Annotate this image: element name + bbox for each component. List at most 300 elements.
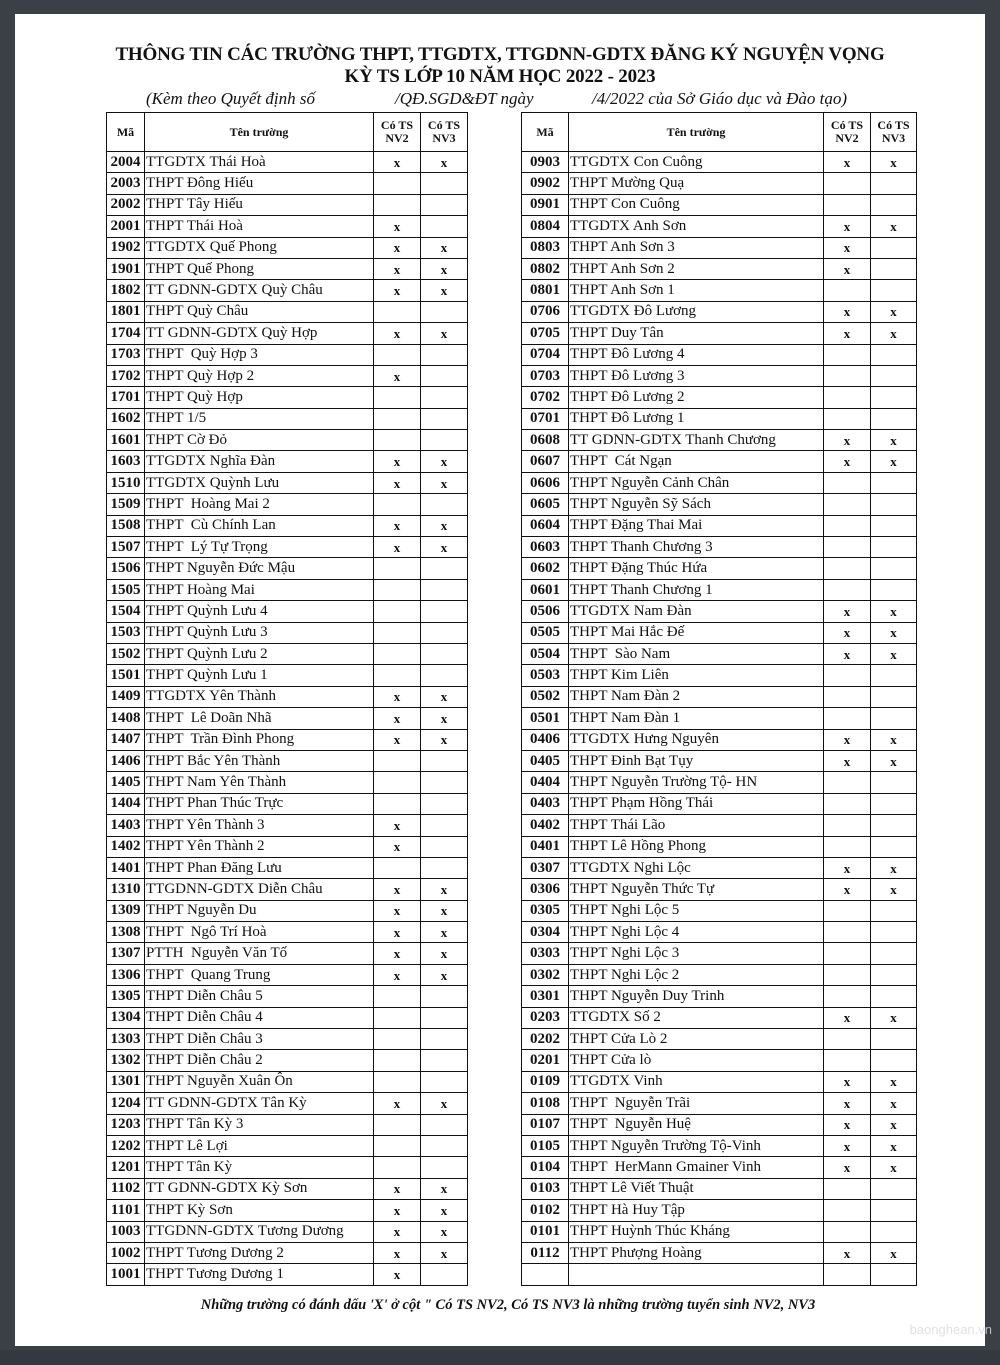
nv2-mark bbox=[824, 515, 871, 536]
school-code: 0903 bbox=[522, 152, 569, 173]
nv2-mark: x bbox=[824, 1157, 871, 1178]
nv2-mark: x bbox=[824, 1071, 871, 1092]
nv2-mark: x bbox=[824, 1093, 871, 1114]
table-row bbox=[107, 729, 468, 750]
nv2-mark: x bbox=[374, 1093, 421, 1114]
table-row bbox=[107, 365, 468, 386]
nv3-mark: x bbox=[421, 258, 468, 279]
nv2-mark: x bbox=[824, 601, 871, 622]
nv2-mark: x bbox=[374, 729, 421, 750]
school-code: 2002 bbox=[107, 194, 145, 215]
school-code: 0307 bbox=[522, 857, 569, 878]
table-row bbox=[522, 601, 917, 622]
table-row bbox=[107, 1029, 468, 1050]
school-name: THPT Lê Hồng Phong bbox=[569, 836, 824, 857]
nv2-mark bbox=[824, 686, 871, 707]
table-row bbox=[107, 1178, 468, 1199]
school-code: 1202 bbox=[107, 1135, 145, 1156]
table-row bbox=[522, 237, 917, 258]
subtitle-date: /4/2022 của Sở Giáo dục và Đào tạo) bbox=[592, 89, 848, 108]
school-code: 1801 bbox=[107, 301, 145, 322]
school-name: TTGDTX Quỳnh Lưu bbox=[145, 472, 374, 493]
school-code: 1503 bbox=[107, 622, 145, 643]
nv3-mark: x bbox=[871, 430, 917, 451]
nv3-mark bbox=[871, 1221, 917, 1242]
school-name: THPT Quế Phong bbox=[145, 258, 374, 279]
nv2-mark bbox=[824, 1264, 871, 1285]
nv3-mark bbox=[871, 1050, 917, 1071]
school-name: THPT Lê Lợi bbox=[145, 1135, 374, 1156]
nv3-mark: x bbox=[871, 451, 917, 472]
school-name: THPT Hoàng Mai 2 bbox=[145, 494, 374, 515]
school-name: THPT Nguyễn Thức Tự bbox=[569, 879, 824, 900]
school-code: 0901 bbox=[522, 194, 569, 215]
nv2-mark bbox=[374, 194, 421, 215]
nv3-mark bbox=[421, 1135, 468, 1156]
table-row bbox=[107, 194, 468, 215]
header-nv3: Có TS NV3 bbox=[871, 113, 917, 152]
nv2-mark: x bbox=[374, 836, 421, 857]
nv2-mark bbox=[374, 772, 421, 793]
nv3-mark bbox=[421, 1029, 468, 1050]
table-row bbox=[522, 365, 917, 386]
school-code: 1001 bbox=[107, 1264, 145, 1285]
school-code: 0405 bbox=[522, 750, 569, 771]
school-name: THPT Nguyễn Xuân Ôn bbox=[145, 1071, 374, 1092]
school-code: 0608 bbox=[522, 430, 569, 451]
nv2-mark bbox=[374, 558, 421, 579]
viewer-bottom-bar bbox=[0, 1350, 1000, 1365]
nv2-mark: x bbox=[374, 1242, 421, 1263]
school-code: 1602 bbox=[107, 408, 145, 429]
school-code: 0301 bbox=[522, 986, 569, 1007]
school-name: THPT Tây Hiếu bbox=[145, 194, 374, 215]
school-name: THPT Phạm Hồng Thái bbox=[569, 793, 824, 814]
school-name: THPT Nghi Lộc 4 bbox=[569, 922, 824, 943]
table-row bbox=[522, 922, 917, 943]
nv2-mark: x bbox=[374, 686, 421, 707]
nv3-mark bbox=[871, 1264, 917, 1285]
subtitle-decision: (Kèm theo Quyết định số bbox=[146, 89, 316, 108]
table-row bbox=[107, 1114, 468, 1135]
school-name: THPT Bắc Yên Thành bbox=[145, 750, 374, 771]
nv3-mark bbox=[871, 515, 917, 536]
header-name: Tên trường bbox=[145, 113, 374, 152]
table-row bbox=[107, 857, 468, 878]
nv2-mark bbox=[824, 365, 871, 386]
table-row bbox=[522, 515, 917, 536]
nv2-mark bbox=[824, 194, 871, 215]
table-row bbox=[107, 900, 468, 921]
nv3-mark: x bbox=[421, 472, 468, 493]
nv3-mark bbox=[871, 900, 917, 921]
table-row bbox=[107, 280, 468, 301]
table-row bbox=[522, 1071, 917, 1092]
school-code: 0107 bbox=[522, 1114, 569, 1135]
school-code: 0101 bbox=[522, 1221, 569, 1242]
school-code: 0701 bbox=[522, 408, 569, 429]
table-row bbox=[522, 152, 917, 173]
nv2-mark bbox=[824, 900, 871, 921]
school-name: THPT Tân Kỳ 3 bbox=[145, 1114, 374, 1135]
nv3-mark: x bbox=[871, 1157, 917, 1178]
school-name: THPT Nguyễn Cảnh Chân bbox=[569, 472, 824, 493]
nv2-mark bbox=[374, 986, 421, 1007]
school-name: TTGDTX Nam Đàn bbox=[569, 601, 824, 622]
school-code: 0505 bbox=[522, 622, 569, 643]
subtitle-code: /QĐ.SGD&ĐT ngày bbox=[395, 89, 534, 108]
table-row bbox=[107, 1221, 468, 1242]
table-row bbox=[522, 558, 917, 579]
table-row bbox=[522, 494, 917, 515]
school-name: TTGDTX Vinh bbox=[569, 1071, 824, 1092]
school-name: THPT Nguyễn Đức Mậu bbox=[145, 558, 374, 579]
nv3-mark: x bbox=[871, 301, 917, 322]
nv2-mark bbox=[824, 1029, 871, 1050]
document-title-line2: KỲ TS LỚP 10 NĂM HỌC 2022 - 2023 bbox=[344, 66, 656, 87]
nv3-mark: x bbox=[871, 750, 917, 771]
school-code: 0506 bbox=[522, 601, 569, 622]
school-name: THPT Đinh Bạt Tụy bbox=[569, 750, 824, 771]
school-name bbox=[569, 1264, 824, 1285]
nv3-mark bbox=[421, 1264, 468, 1285]
school-code: 1407 bbox=[107, 729, 145, 750]
school-code: 0502 bbox=[522, 686, 569, 707]
nv3-mark: x bbox=[421, 708, 468, 729]
school-name: THPT Đặng Thúc Hứa bbox=[569, 558, 824, 579]
nv2-mark: x bbox=[374, 922, 421, 943]
school-name: THPT Đặng Thai Mai bbox=[569, 515, 824, 536]
nv3-mark bbox=[871, 1178, 917, 1199]
table-row bbox=[522, 1242, 917, 1263]
school-code: 0706 bbox=[522, 301, 569, 322]
school-name: THPT Thái Lão bbox=[569, 815, 824, 836]
school-code: 1401 bbox=[107, 857, 145, 878]
nv2-mark: x bbox=[374, 1221, 421, 1242]
school-name: THPT Nguyễn Sỹ Sách bbox=[569, 494, 824, 515]
school-code: 1201 bbox=[107, 1157, 145, 1178]
nv3-mark: x bbox=[421, 515, 468, 536]
nv3-mark bbox=[421, 387, 468, 408]
nv3-mark bbox=[421, 408, 468, 429]
table-row bbox=[522, 729, 917, 750]
school-code: 0902 bbox=[522, 173, 569, 194]
table-row bbox=[522, 451, 917, 472]
school-code: 0202 bbox=[522, 1029, 569, 1050]
table-row bbox=[522, 857, 917, 878]
nv3-mark bbox=[421, 173, 468, 194]
nv3-mark bbox=[871, 943, 917, 964]
nv2-mark: x bbox=[374, 1264, 421, 1285]
nv3-mark: x bbox=[421, 323, 468, 344]
school-name: THPT Nguyễn Duy Trinh bbox=[569, 986, 824, 1007]
table-row bbox=[107, 387, 468, 408]
school-name: THPT Nghi Lộc 2 bbox=[569, 964, 824, 985]
school-name: TTGDTX Quế Phong bbox=[145, 237, 374, 258]
school-name: TT GDNN-GDTX Tân Kỳ bbox=[145, 1093, 374, 1114]
nv2-mark bbox=[824, 280, 871, 301]
school-name: THPT Quỳnh Lưu 2 bbox=[145, 643, 374, 664]
table-row bbox=[522, 1221, 917, 1242]
table-row bbox=[107, 344, 468, 365]
school-code: 1203 bbox=[107, 1114, 145, 1135]
nv2-mark bbox=[374, 1114, 421, 1135]
school-name: THPT Diễn Châu 5 bbox=[145, 986, 374, 1007]
nv3-mark: x bbox=[421, 537, 468, 558]
nv3-mark bbox=[871, 494, 917, 515]
school-code: 0201 bbox=[522, 1050, 569, 1071]
nv2-mark bbox=[824, 558, 871, 579]
school-code: 0703 bbox=[522, 365, 569, 386]
school-code: 1704 bbox=[107, 323, 145, 344]
nv2-mark bbox=[824, 836, 871, 857]
school-name: THPT Đô Lương 2 bbox=[569, 387, 824, 408]
table-row bbox=[107, 173, 468, 194]
school-name: THPT Nghi Lộc 5 bbox=[569, 900, 824, 921]
school-code: 0605 bbox=[522, 494, 569, 515]
nv2-mark: x bbox=[374, 216, 421, 237]
school-name: TT GDNN-GDTX Quỳ Hợp bbox=[145, 323, 374, 344]
school-name: THPT Lý Tự Trọng bbox=[145, 537, 374, 558]
table-row bbox=[522, 943, 917, 964]
nv3-mark bbox=[421, 836, 468, 857]
school-name: THPT Cửa lò bbox=[569, 1050, 824, 1071]
school-name: THPT Quang Trung bbox=[145, 964, 374, 985]
school-name: THPT 1/5 bbox=[145, 408, 374, 429]
school-code: 1306 bbox=[107, 964, 145, 985]
school-name: THPT Quỳnh Lưu 1 bbox=[145, 665, 374, 686]
school-name: THPT Tương Dương 1 bbox=[145, 1264, 374, 1285]
nv3-mark: x bbox=[421, 686, 468, 707]
nv3-mark bbox=[421, 216, 468, 237]
table-row bbox=[107, 472, 468, 493]
nv3-mark bbox=[871, 579, 917, 600]
nv2-mark bbox=[824, 344, 871, 365]
table-row bbox=[107, 686, 468, 707]
table-row bbox=[107, 836, 468, 857]
school-code: 0802 bbox=[522, 258, 569, 279]
nv3-mark: x bbox=[421, 237, 468, 258]
nv3-mark bbox=[871, 194, 917, 215]
school-name: THPT Nguyễn Du bbox=[145, 900, 374, 921]
school-code: 1506 bbox=[107, 558, 145, 579]
nv2-mark bbox=[824, 1178, 871, 1199]
school-name: TTGDTX Nghĩa Đàn bbox=[145, 451, 374, 472]
school-code: 0602 bbox=[522, 558, 569, 579]
nv2-mark: x bbox=[374, 451, 421, 472]
school-code: 0704 bbox=[522, 344, 569, 365]
school-name: THPT Nam Đàn 2 bbox=[569, 686, 824, 707]
school-name: THPT Nguyễn Trãi bbox=[569, 1093, 824, 1114]
school-name: THPT Phượng Hoàng bbox=[569, 1242, 824, 1263]
school-code: 0401 bbox=[522, 836, 569, 857]
school-name: THPT Sào Nam bbox=[569, 643, 824, 664]
nv2-mark: x bbox=[374, 537, 421, 558]
school-code: 0801 bbox=[522, 280, 569, 301]
school-name: THPT Nghi Lộc 3 bbox=[569, 943, 824, 964]
school-name: THPT Diễn Châu 3 bbox=[145, 1029, 374, 1050]
nv3-mark: x bbox=[871, 729, 917, 750]
nv3-mark bbox=[421, 579, 468, 600]
table-row bbox=[522, 793, 917, 814]
nv3-mark: x bbox=[421, 1242, 468, 1263]
table-row bbox=[107, 579, 468, 600]
nv3-mark bbox=[421, 643, 468, 664]
school-name: THPT Thái Hoà bbox=[145, 216, 374, 237]
table-row bbox=[522, 1157, 917, 1178]
school-code: 0402 bbox=[522, 815, 569, 836]
school-code: 0603 bbox=[522, 537, 569, 558]
nv2-mark bbox=[824, 708, 871, 729]
nv2-mark bbox=[374, 1157, 421, 1178]
school-code: 1509 bbox=[107, 494, 145, 515]
table-row bbox=[522, 815, 917, 836]
school-code: 1902 bbox=[107, 237, 145, 258]
nv2-mark bbox=[374, 408, 421, 429]
school-code: 1601 bbox=[107, 430, 145, 451]
school-code: 1502 bbox=[107, 643, 145, 664]
nv2-mark: x bbox=[824, 258, 871, 279]
school-code: 1508 bbox=[107, 515, 145, 536]
school-code: 0702 bbox=[522, 387, 569, 408]
school-name: THPT Yên Thành 2 bbox=[145, 836, 374, 857]
nv3-mark bbox=[871, 708, 917, 729]
table-row bbox=[522, 430, 917, 451]
nv2-mark: x bbox=[374, 879, 421, 900]
nv3-mark: x bbox=[871, 1071, 917, 1092]
table-row bbox=[107, 301, 468, 322]
school-code: 1305 bbox=[107, 986, 145, 1007]
school-code: 1308 bbox=[107, 922, 145, 943]
school-name: THPT Quỳnh Lưu 3 bbox=[145, 622, 374, 643]
school-code: 1402 bbox=[107, 836, 145, 857]
header-code: Mã bbox=[107, 113, 145, 152]
nv2-mark bbox=[374, 665, 421, 686]
school-code: 0803 bbox=[522, 237, 569, 258]
watermark: baonghean.vn bbox=[909, 1322, 992, 1337]
school-code: 1102 bbox=[107, 1178, 145, 1199]
school-code: 0404 bbox=[522, 772, 569, 793]
nv2-mark bbox=[374, 173, 421, 194]
nv2-mark bbox=[824, 665, 871, 686]
school-name: THPT Đô Lương 1 bbox=[569, 408, 824, 429]
school-name: THPT Trần Đình Phong bbox=[145, 729, 374, 750]
nv2-mark bbox=[374, 601, 421, 622]
table-row bbox=[107, 943, 468, 964]
school-name: THPT Lê Viết Thuật bbox=[569, 1178, 824, 1199]
table-row bbox=[107, 964, 468, 985]
nv2-mark: x bbox=[374, 365, 421, 386]
nv2-mark bbox=[374, 857, 421, 878]
nv3-mark bbox=[421, 1114, 468, 1135]
table-row bbox=[522, 622, 917, 643]
table-row bbox=[107, 494, 468, 515]
nv3-mark bbox=[421, 986, 468, 1007]
nv2-mark bbox=[374, 344, 421, 365]
table-row bbox=[522, 900, 917, 921]
table-row bbox=[522, 173, 917, 194]
nv2-mark bbox=[374, 750, 421, 771]
table-row bbox=[107, 1264, 468, 1285]
school-code: 1309 bbox=[107, 900, 145, 921]
school-code: 1003 bbox=[107, 1221, 145, 1242]
school-name: TTGDTX Hưng Nguyên bbox=[569, 729, 824, 750]
footnote: Những trường có đánh dấu 'X' ở cột " Có TS NV2, Có TS NV3 là những trường tuyển sinh NV2, NV3 bbox=[200, 1297, 816, 1313]
nv3-mark bbox=[421, 194, 468, 215]
school-name: THPT Mường Quạ bbox=[569, 173, 824, 194]
nv3-mark bbox=[871, 558, 917, 579]
nv3-mark: x bbox=[421, 280, 468, 301]
school-name: THPT Đô Lương 4 bbox=[569, 344, 824, 365]
schools-table-right bbox=[521, 112, 917, 1286]
school-name: THPT Kỳ Sơn bbox=[145, 1200, 374, 1221]
nv3-mark bbox=[871, 258, 917, 279]
nv3-mark bbox=[421, 1071, 468, 1092]
table-row bbox=[522, 879, 917, 900]
nv3-mark: x bbox=[421, 1093, 468, 1114]
school-code: 2003 bbox=[107, 173, 145, 194]
school-code: 0705 bbox=[522, 323, 569, 344]
school-code: 0501 bbox=[522, 708, 569, 729]
nv3-mark bbox=[421, 750, 468, 771]
school-name: THPT Diễn Châu 4 bbox=[145, 1007, 374, 1028]
table-row bbox=[522, 280, 917, 301]
school-code: 1901 bbox=[107, 258, 145, 279]
school-code: 1204 bbox=[107, 1093, 145, 1114]
table-row bbox=[522, 408, 917, 429]
nv2-mark bbox=[374, 301, 421, 322]
nv3-mark bbox=[871, 472, 917, 493]
school-code: 1501 bbox=[107, 665, 145, 686]
school-code: 0103 bbox=[522, 1178, 569, 1199]
nv2-mark: x bbox=[374, 237, 421, 258]
school-name: THPT Anh Sơn 2 bbox=[569, 258, 824, 279]
nv2-mark: x bbox=[374, 515, 421, 536]
table-row bbox=[522, 537, 917, 558]
nv2-mark bbox=[374, 1029, 421, 1050]
document-title: THÔNG TIN CÁC TRƯỜNG THPT, TTGDTX, TTGDNN-GDTX ĐĂNG KÝ NGUYỆN VỌNG bbox=[115, 44, 885, 65]
school-code: 0305 bbox=[522, 900, 569, 921]
nv3-mark bbox=[421, 622, 468, 643]
school-name: THPT Hà Huy Tập bbox=[569, 1200, 824, 1221]
table-row bbox=[107, 515, 468, 536]
nv3-mark bbox=[421, 665, 468, 686]
table-row bbox=[107, 750, 468, 771]
header-nv2: Có TS NV2 bbox=[824, 113, 871, 152]
nv2-mark bbox=[824, 408, 871, 429]
school-code: 0102 bbox=[522, 1200, 569, 1221]
school-code: 1403 bbox=[107, 815, 145, 836]
nv2-mark: x bbox=[374, 815, 421, 836]
nv3-mark: x bbox=[871, 323, 917, 344]
nv3-mark: x bbox=[421, 964, 468, 985]
nv2-mark: x bbox=[824, 323, 871, 344]
nv3-mark bbox=[871, 986, 917, 1007]
school-name: TTGDTX Số 2 bbox=[569, 1007, 824, 1028]
nv2-mark: x bbox=[824, 301, 871, 322]
nv2-mark: x bbox=[824, 857, 871, 878]
school-code: 0104 bbox=[522, 1157, 569, 1178]
nv2-mark bbox=[824, 793, 871, 814]
school-code: 1701 bbox=[107, 387, 145, 408]
nv3-mark bbox=[871, 344, 917, 365]
school-code: 1406 bbox=[107, 750, 145, 771]
table-row bbox=[107, 1007, 468, 1028]
school-name: TTGDTX Yên Thành bbox=[145, 686, 374, 707]
school-code: 0607 bbox=[522, 451, 569, 472]
school-name: TT GDNN-GDTX Quỳ Châu bbox=[145, 280, 374, 301]
table-row bbox=[107, 323, 468, 344]
